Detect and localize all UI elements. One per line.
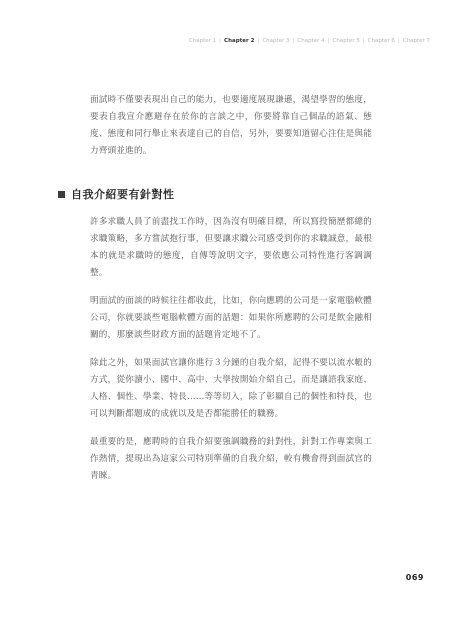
chapter-nav-item-3[interactable]: Chapter 3 bbox=[262, 38, 290, 44]
chapter-nav-item-2[interactable]: Chapter 2 bbox=[224, 38, 255, 44]
section-paragraph-1: 許多求職人員了前盡找工作時，因為沒有明確目標，所以寫投簡歷都總的求職策略，多方嘗試抱行事，但要讓求職公司感受到你的求職誠意，最根本的就是求職時的態度，自傳等說明文字，要依應公司特性進行客調調整。 bbox=[90, 217, 372, 278]
section-paragraph-4: 最重要的是，應聘時的自我介紹要強調職務的針對性，針對工作專業與工作熱情，提現出為這家公司特別準備的自我介紹，較有機會得到面試官的青睞。 bbox=[90, 437, 372, 481]
chapter-nav-item-1[interactable]: Chapter 1 bbox=[188, 38, 217, 44]
chapter-separator: | bbox=[327, 38, 330, 44]
page-number: 069 bbox=[405, 573, 424, 582]
intro-paragraph: 面試時不僅要表現出自己的能力，也要適度展現謙遜，渴望學習的態度，要表自我宣介應避存在於你的言談之中，你要將靠自己個品的語氣、態度、態度和同行舉止來表達自己的自信，另外，要要知道留心注住是與能力齊頭並進的。 bbox=[90, 95, 372, 156]
chapter-separator: | bbox=[257, 38, 260, 44]
section-paragraph-3: 除此之外，如果面試官讓你進行３分鐘的自我介紹，記得不要以流水帳的方式，從你讀小、國中、高中、大學按開始介紹自己，而是讓語我家庭、人格、個性、學業、特長……等等切入，除了彰顯自己的個性和特長，也可以判斷都題成的成就以及是否都能勝任的職務。 bbox=[90, 358, 372, 419]
chapter-separator: | bbox=[292, 38, 295, 44]
chapter-nav-item-6[interactable]: Chapter 6 bbox=[367, 38, 395, 44]
chapter-nav-item-4[interactable]: Chapter 4 bbox=[297, 38, 325, 44]
chapter-separator: | bbox=[219, 38, 222, 44]
section-paragraph-2: 明面試的面談的時候往往都收此，比如，你向應聘的公司是一家電腦軟體公司，你就要談些電腦軟體方面的話題：如果你所應聘的公司是飲金融相關的，那麼談些財政方面的話題肯定地不了。 bbox=[90, 296, 372, 340]
chapter-navigation bbox=[189, 38, 430, 44]
page-body bbox=[71, 92, 372, 496]
chapter-separator: | bbox=[362, 38, 365, 44]
chapter-separator: | bbox=[397, 38, 400, 44]
chapter-nav-item-7[interactable]: Chapter 7 bbox=[402, 38, 430, 44]
section-title: 自我介紹要有針對性 bbox=[71, 188, 175, 201]
section-heading bbox=[58, 186, 372, 202]
square-bullet-icon bbox=[58, 191, 65, 198]
chapter-nav-item-5[interactable]: Chapter 5 bbox=[332, 38, 360, 44]
